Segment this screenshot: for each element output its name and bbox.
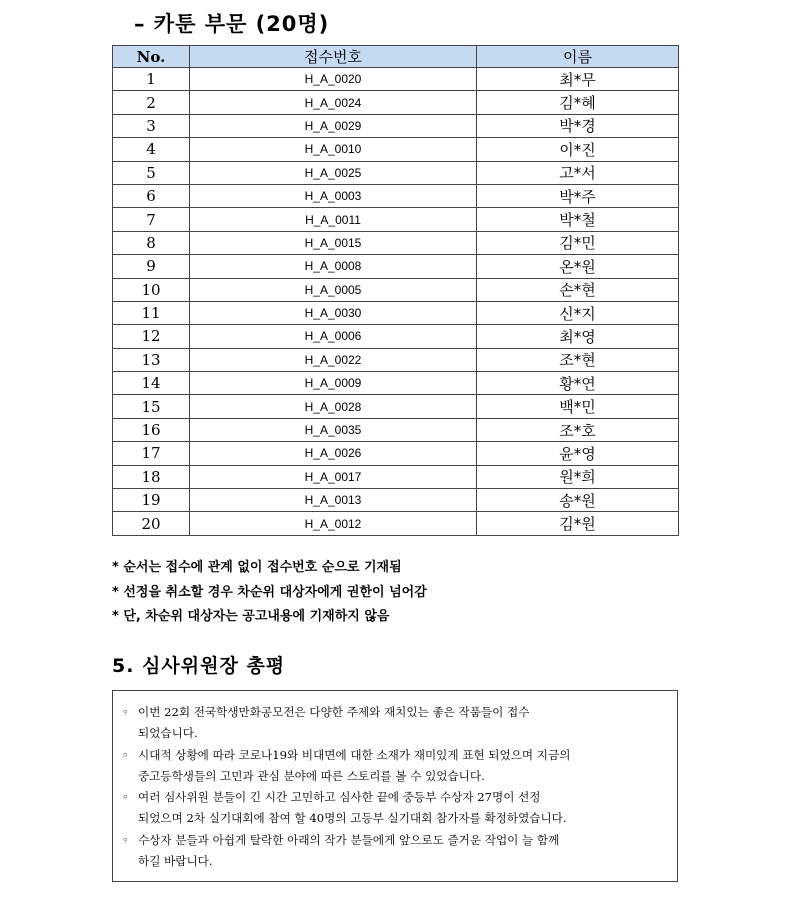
cell-no: 7 xyxy=(113,208,190,231)
table-row xyxy=(113,278,679,301)
table-row xyxy=(113,138,679,161)
table-row xyxy=(113,301,679,324)
cell-no: 14 xyxy=(113,372,190,395)
cell-receipt-number: H_A_0008 xyxy=(190,255,477,278)
cell-name: 고*서 xyxy=(477,161,679,184)
cell-no: 9 xyxy=(113,255,190,278)
cell-receipt-number: H_A_0030 xyxy=(190,301,477,324)
cell-name: 김*혜 xyxy=(477,91,679,114)
cell-no: 20 xyxy=(113,512,190,535)
table-row xyxy=(113,489,679,512)
table-body xyxy=(113,68,679,536)
header-receipt-number: 접수번호 xyxy=(190,46,477,68)
cell-no: 19 xyxy=(113,489,190,512)
table-row xyxy=(113,512,679,535)
cell-receipt-number: H_A_0010 xyxy=(190,138,477,161)
cell-name: 조*호 xyxy=(477,418,679,441)
table-row xyxy=(113,372,679,395)
review-text: 여러 심사위원 분들이 긴 시간 고민하고 심사한 끝에 중등부 수상자 27명이 선정 되었으며 2차 실기대회에 참여 할 40명의 고등부 실기대회 참가자를 확정하였습니다. xyxy=(138,790,567,826)
cell-name: 온*원 xyxy=(477,255,679,278)
cell-no: 10 xyxy=(113,278,190,301)
cell-no: 1 xyxy=(113,68,190,91)
cell-name: 박*주 xyxy=(477,184,679,207)
cell-receipt-number: H_A_0015 xyxy=(190,231,477,254)
cell-name: 손*현 xyxy=(477,278,679,301)
cell-receipt-number: H_A_0028 xyxy=(190,395,477,418)
review-text: 시대적 상황에 따라 코로나19와 비대면에 대한 소재가 재미있게 표현 되었으며 지금의 중고등학생들의 고민과 관심 분야에 따른 스토리를 볼 수 있었습니다. xyxy=(138,747,571,783)
header-no: No. xyxy=(113,46,190,68)
cell-name: 백*민 xyxy=(477,395,679,418)
table-row xyxy=(113,255,679,278)
cell-receipt-number: H_A_0013 xyxy=(190,489,477,512)
cell-receipt-number: H_A_0006 xyxy=(190,325,477,348)
table-row xyxy=(113,68,679,91)
cell-no: 3 xyxy=(113,114,190,137)
cell-name: 송*원 xyxy=(477,489,679,512)
table-row xyxy=(113,114,679,137)
bullet-icon: ◦ xyxy=(122,747,129,762)
table-row xyxy=(113,184,679,207)
table-row xyxy=(113,208,679,231)
cell-receipt-number: H_A_0017 xyxy=(190,465,477,488)
review-item xyxy=(122,787,677,830)
cell-no: 11 xyxy=(113,301,190,324)
note-line: * 선정을 취소할 경우 차순위 대상자에게 권한이 넘어감 xyxy=(112,584,427,600)
cell-receipt-number: H_A_0022 xyxy=(190,348,477,371)
bullet-icon: ◦ xyxy=(122,790,129,805)
cell-name: 이*진 xyxy=(477,138,679,161)
section-title: – 카툰 부문 (20명) xyxy=(134,12,330,36)
notes xyxy=(112,556,427,630)
cell-receipt-number: H_A_0025 xyxy=(190,161,477,184)
table-row xyxy=(113,348,679,371)
cell-no: 18 xyxy=(113,465,190,488)
cell-receipt-number: H_A_0035 xyxy=(190,418,477,441)
cell-receipt-number: H_A_0005 xyxy=(190,278,477,301)
cell-receipt-number: H_A_0020 xyxy=(190,68,477,91)
table-row xyxy=(113,91,679,114)
review-item xyxy=(122,830,677,873)
table-row xyxy=(113,395,679,418)
cell-no: 17 xyxy=(113,442,190,465)
cell-receipt-number: H_A_0026 xyxy=(190,442,477,465)
cell-name: 김*민 xyxy=(477,231,679,254)
cell-name: 원*희 xyxy=(477,465,679,488)
cell-no: 13 xyxy=(113,348,190,371)
cell-no: 8 xyxy=(113,231,190,254)
table-row xyxy=(113,465,679,488)
cell-receipt-number: H_A_0012 xyxy=(190,512,477,535)
cell-no: 16 xyxy=(113,418,190,441)
bullet-icon: ◦ xyxy=(122,832,129,847)
winners-table xyxy=(112,45,679,536)
review-list xyxy=(113,691,677,872)
review-text: 수상자 분들과 아쉽게 탈락한 아래의 작가 분들에게 앞으로도 즐거운 작업이 늘 함께 하길 바랍니다. xyxy=(138,832,560,869)
review-text: 이번 22회 전국학생만화공모전은 다양한 주제와 재치있는 좋은 작품들이 접수 되었습니다. xyxy=(138,705,530,741)
cell-name: 신*지 xyxy=(477,301,679,324)
review-heading: 5. 심사위원장 총평 xyxy=(112,655,286,677)
cell-no: 12 xyxy=(113,325,190,348)
cell-no: 2 xyxy=(113,91,190,114)
cell-name: 김*원 xyxy=(477,512,679,535)
cell-no: 5 xyxy=(113,161,190,184)
cell-receipt-number: H_A_0024 xyxy=(190,91,477,114)
cell-no: 15 xyxy=(113,395,190,418)
table-row xyxy=(113,161,679,184)
note-line: * 순서는 접수에 관계 없이 접수번호 순으로 기재됨 xyxy=(112,560,402,575)
cell-name: 최*무 xyxy=(477,68,679,91)
cell-receipt-number: H_A_0029 xyxy=(190,114,477,137)
bullet-icon: ◦ xyxy=(122,705,129,719)
table-row xyxy=(113,325,679,348)
cell-no: 6 xyxy=(113,184,190,207)
cell-receipt-number: H_A_0009 xyxy=(190,372,477,395)
review-box xyxy=(112,690,678,882)
cell-name: 최*영 xyxy=(477,325,679,348)
note-line: * 단, 차순위 대상자는 공고내용에 기재하지 않음 xyxy=(112,609,390,624)
review-item xyxy=(122,702,677,745)
header-name: 이름 xyxy=(477,46,679,68)
table-row xyxy=(113,442,679,465)
cell-name: 박*경 xyxy=(477,114,679,137)
table-header-row xyxy=(113,46,679,68)
cell-no: 4 xyxy=(113,138,190,161)
cell-name: 윤*영 xyxy=(477,442,679,465)
cell-receipt-number: H_A_0011 xyxy=(190,208,477,231)
review-item xyxy=(122,745,677,788)
table-row xyxy=(113,231,679,254)
cell-receipt-number: H_A_0003 xyxy=(190,184,477,207)
table-row xyxy=(113,418,679,441)
cell-name: 조*현 xyxy=(477,348,679,371)
cell-name: 박*철 xyxy=(477,208,679,231)
cell-name: 황*연 xyxy=(477,372,679,395)
